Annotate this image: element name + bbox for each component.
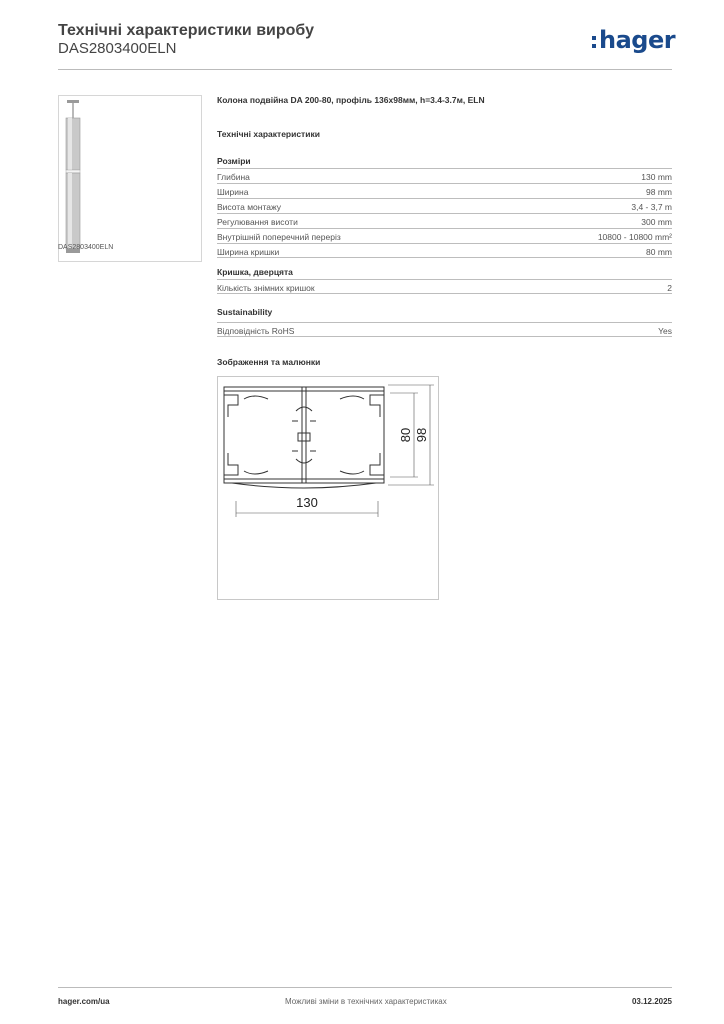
dim-width-label: 130 [296, 495, 318, 510]
group-title-sustainability: Sustainability [217, 307, 273, 317]
spec-label: Глибина [217, 172, 250, 182]
product-name: Колона подвійна DA 200-80, профіль 136x98мм, h=3.4-3.7м, ELN [217, 95, 485, 105]
spec-label: Внутрішній поперечний переріз [217, 232, 341, 242]
spec-value: 130 mm [641, 172, 672, 182]
spec-row [217, 322, 672, 337]
dim-height-label: 98 [414, 427, 429, 443]
product-image-frame [58, 95, 202, 262]
spec-row [217, 168, 672, 183]
header-divider [58, 69, 672, 70]
spec-label: Ширина [217, 187, 249, 197]
footer-website-link[interactable]: hager.com/ua [58, 997, 110, 1006]
column-product-icon [59, 96, 201, 261]
dim-inner-label: 80 [398, 427, 413, 443]
spec-label: Ширина кришки [217, 247, 280, 257]
group-title-dimensions: Розміри [217, 156, 251, 166]
technical-drawing-frame [217, 376, 439, 600]
spec-row [217, 243, 672, 258]
spec-label: Відповідність RoHS [217, 326, 295, 336]
logo-text: hager [599, 26, 676, 54]
spec-label: Кількість знімних кришок [217, 283, 315, 293]
footer-divider [58, 987, 672, 988]
cross-section-drawing [218, 377, 438, 599]
spec-row [217, 183, 672, 198]
page-title: Технічні характеристики виробу [58, 22, 314, 39]
spec-value: 2 [667, 283, 672, 293]
spec-value: 98 mm [646, 187, 672, 197]
logo-dots-icon [592, 34, 597, 50]
spec-value: Yes [658, 326, 672, 336]
spec-value: 300 mm [641, 217, 672, 227]
spec-label: Висота монтажу [217, 202, 282, 212]
spec-value: 10800 - 10800 mm² [597, 232, 672, 242]
footer-disclaimer: Можливі зміни в технічних характеристиках [285, 997, 447, 1006]
specs-section-title: Технічні характеристики [217, 129, 320, 139]
spec-row [217, 228, 672, 243]
product-caption: DAS2803400ELN [58, 244, 114, 251]
spec-row [217, 198, 672, 213]
images-section-title: Зображення та малюнки [217, 357, 321, 367]
spec-row [217, 213, 672, 228]
spec-value: 3,4 - 3,7 m [631, 202, 672, 212]
product-code: DAS2803400ELN [58, 40, 177, 57]
group-title-cover: Кришка, дверцята [217, 267, 293, 277]
spec-value: 80 mm [646, 247, 672, 257]
footer-date: 03.12.2025 [631, 997, 672, 1006]
spec-label: Регулювання висоти [217, 217, 298, 227]
spec-row [217, 279, 672, 294]
